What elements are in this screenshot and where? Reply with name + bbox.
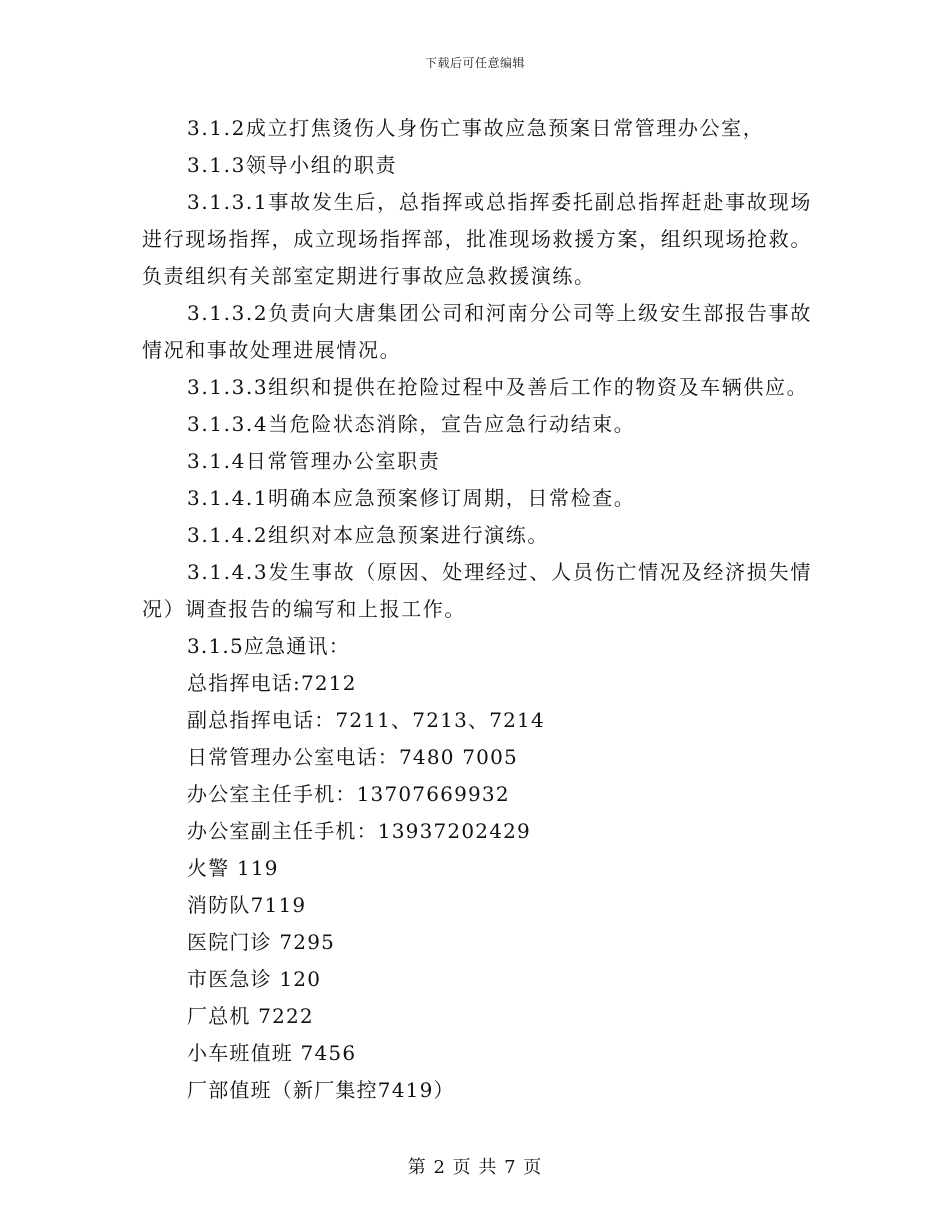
paragraph-3-1-3-2: 3.1.3.2负责向大唐集团公司和河南分公司等上级安生部报告事故情况和事故处理进展情况。 xyxy=(142,301,812,362)
contact-line: 总指挥电话:7212 xyxy=(187,671,357,695)
contact-line: 火警 119 xyxy=(187,856,279,880)
paragraph-3-1-4-2: 3.1.4.2组织对本应急预案进行演练。 xyxy=(187,523,549,547)
paragraph-3-1-4: 3.1.4日常管理办公室职责 xyxy=(187,449,441,473)
contact-line: 办公室副主任手机：13937202429 xyxy=(187,819,531,843)
contact-line: 日常管理办公室电话：7480 7005 xyxy=(187,745,518,769)
paragraph-3-1-2: 3.1.2成立打焦烫伤人身伤亡事故应急预案日常管理办公室， xyxy=(187,116,765,140)
contact-line: 厂总机 7222 xyxy=(187,1004,314,1028)
paragraph-3-1-3-1: 3.1.3.1事故发生后，总指挥或总指挥委托副总指挥赶赴事故现场进行现场指挥，成立现场指挥部，批准现场救援方案，组织现场抢救。负责组织有关部室定期进行事故应急救援演练。 xyxy=(142,190,812,288)
paragraph-3-1-3-4: 3.1.3.4当危险状态消除，宣告应急行动结束。 xyxy=(187,412,636,436)
contacts-heading: 3.1.5应急通讯： xyxy=(187,634,350,658)
contact-line: 小车班值班 7456 xyxy=(187,1041,357,1065)
paragraph-3-1-3: 3.1.3领导小组的职责 xyxy=(187,153,398,177)
contact-line: 医院门诊 7295 xyxy=(187,930,336,954)
contact-line: 消防队7119 xyxy=(187,893,307,917)
contact-line: 副总指挥电话：7211、7213、7214 xyxy=(187,708,545,732)
contact-line: 市医急诊 120 xyxy=(187,967,322,991)
paragraph-3-1-4-3: 3.1.4.3发生事故（原因、处理经过、人员伤亡情况及经济损失情况）调查报告的编写和上报工作。 xyxy=(142,560,812,621)
contact-line: 办公室主任手机：13707669932 xyxy=(187,782,510,806)
paragraph-3-1-3-3: 3.1.3.3组织和提供在抢险过程中及善后工作的物资及车辆供应。 xyxy=(187,375,809,399)
page-header-note: 下载后可任意编辑 xyxy=(424,56,525,70)
paragraph-3-1-4-1: 3.1.4.1明确本应急预案修订周期，日常检查。 xyxy=(187,486,636,510)
contact-line: 厂部值班（新厂集控7419） xyxy=(187,1078,455,1102)
document-body xyxy=(142,110,812,1109)
page-number: 第 2 页 共 7 页 xyxy=(407,1157,543,1178)
